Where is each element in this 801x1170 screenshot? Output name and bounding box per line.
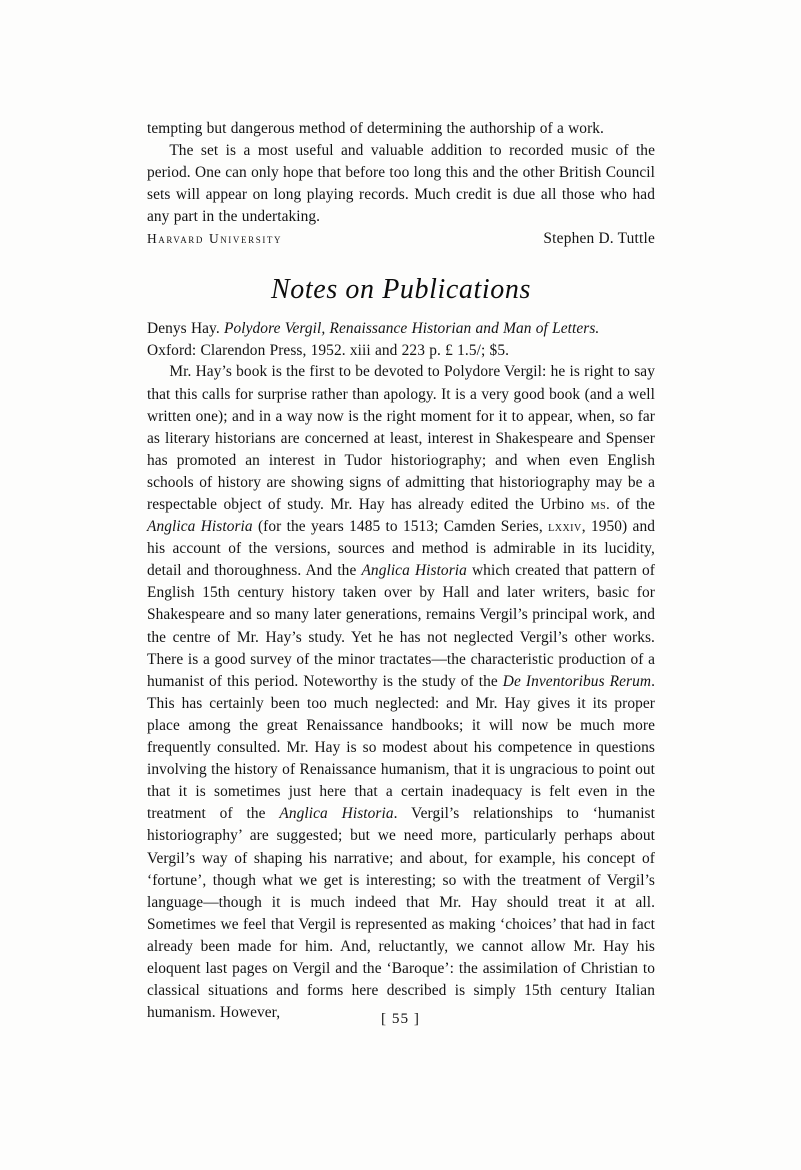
top-review-paragraph: The set is a most useful and valuable addition to recorded music of the period. One can only hope that before too long this and the other British Council sets will appear on long playing records. Much credit is due all those who had any part in the undertaking.	[147, 142, 655, 226]
work-title-anglica-1: Anglica Historia	[147, 518, 253, 536]
book-citation	[147, 318, 655, 361]
page-number: [ 55 ]	[381, 1010, 420, 1027]
work-title-de-inventoribus: De Inventoribus Rerum	[502, 672, 652, 690]
review-body	[147, 361, 655, 1024]
series-numeral: lxxiv	[548, 519, 582, 536]
citation-author: Denys Hay.	[147, 320, 220, 338]
work-title-anglica-2: Anglica Historia	[361, 562, 467, 580]
review-text-4: , 1950) and his account of the versions, sources and method is admirable in its lucidity, detail and thoroughness. And the	[147, 518, 655, 580]
citation-imprint: Oxford: Clarendon Press, 1952. xiii and 223 p. £ 1.5/; $5.	[147, 341, 510, 359]
section-heading: Notes on Publications	[271, 274, 531, 306]
ms-abbreviation: ms.	[590, 497, 611, 514]
reviewer-name: Stephen D. Tuttle	[543, 230, 655, 248]
review-text-2: of the	[610, 496, 655, 514]
review-text-7: . Vergil’s relationships to ‘humanist historiography’ are suggested; but we need more, particularly perhaps about Vergil’s way of shaping his narrative; and about, for example, his concept of ‘fortune’, though what we get is interesting; so with the treatment of Vergil’s language—though it is much indeed that Mr. Hay should treat it at all. Sometimes we feel that Vergil is represented as making ‘choices’ that had in fact already been made for him. And, reluctantly, we cannot allow Mr. Hay his eloquent last pages on Vergil and the ‘Baroque’: the assimilation of Christian to classical situations and forms here described is simply 15th century Italian humanism. However,	[147, 805, 655, 1022]
review-signature	[147, 230, 655, 248]
work-title-anglica-3: Anglica Historia	[279, 805, 394, 823]
review-text-5: which created that pattern of English 15th century history taken over by Hall and later writers, basic for Shakespeare and so many later generations, remains Vergil’s principal work, and the centre of Mr. Hay’s study. Yet he has not neglected Vergil’s other works. There is a good survey of the minor tractates—the characteristic production of a humanist of this period. Noteworthy is the study of the	[147, 562, 655, 690]
citation-title: Polydore Vergil, Renaissance Historian and Man of Letters.	[224, 320, 600, 338]
review-text-1: Mr. Hay’s book is the first to be devoted to Polydore Vergil: he is right to say that this calls for surprise rather than apology. It is a very good book (and a well written one); and in a way now is the right moment for it to appear, when, so far as literary historians are concerned at least, interest in Shakespeare and Spenser has promoted an interest in Tudor historiography; and when even English schools of history are showing signs of admitting that historiography may be a respectable object of study. Mr. Hay has already edited the Urbino	[147, 363, 655, 514]
review-text-3: (for the years 1485 to 1513; Camden Series,	[252, 518, 549, 536]
affiliation-label: Harvard University	[147, 231, 283, 247]
carryover-line: tempting but dangerous method of determining the authorship of a work.	[147, 120, 604, 137]
text-block	[147, 118, 655, 1024]
review-text-6: . This has certainly been too much neglected: and Mr. Hay gives it its proper place among the great Renaissance handbooks; it will now be much more frequently consulted. Mr. Hay is so modest about his competence in questions involving the history of Renaissance humanism, that it is ungracious to point out that it is sometimes just here that a certain inadequacy is felt even in the treatment of the	[147, 672, 656, 823]
